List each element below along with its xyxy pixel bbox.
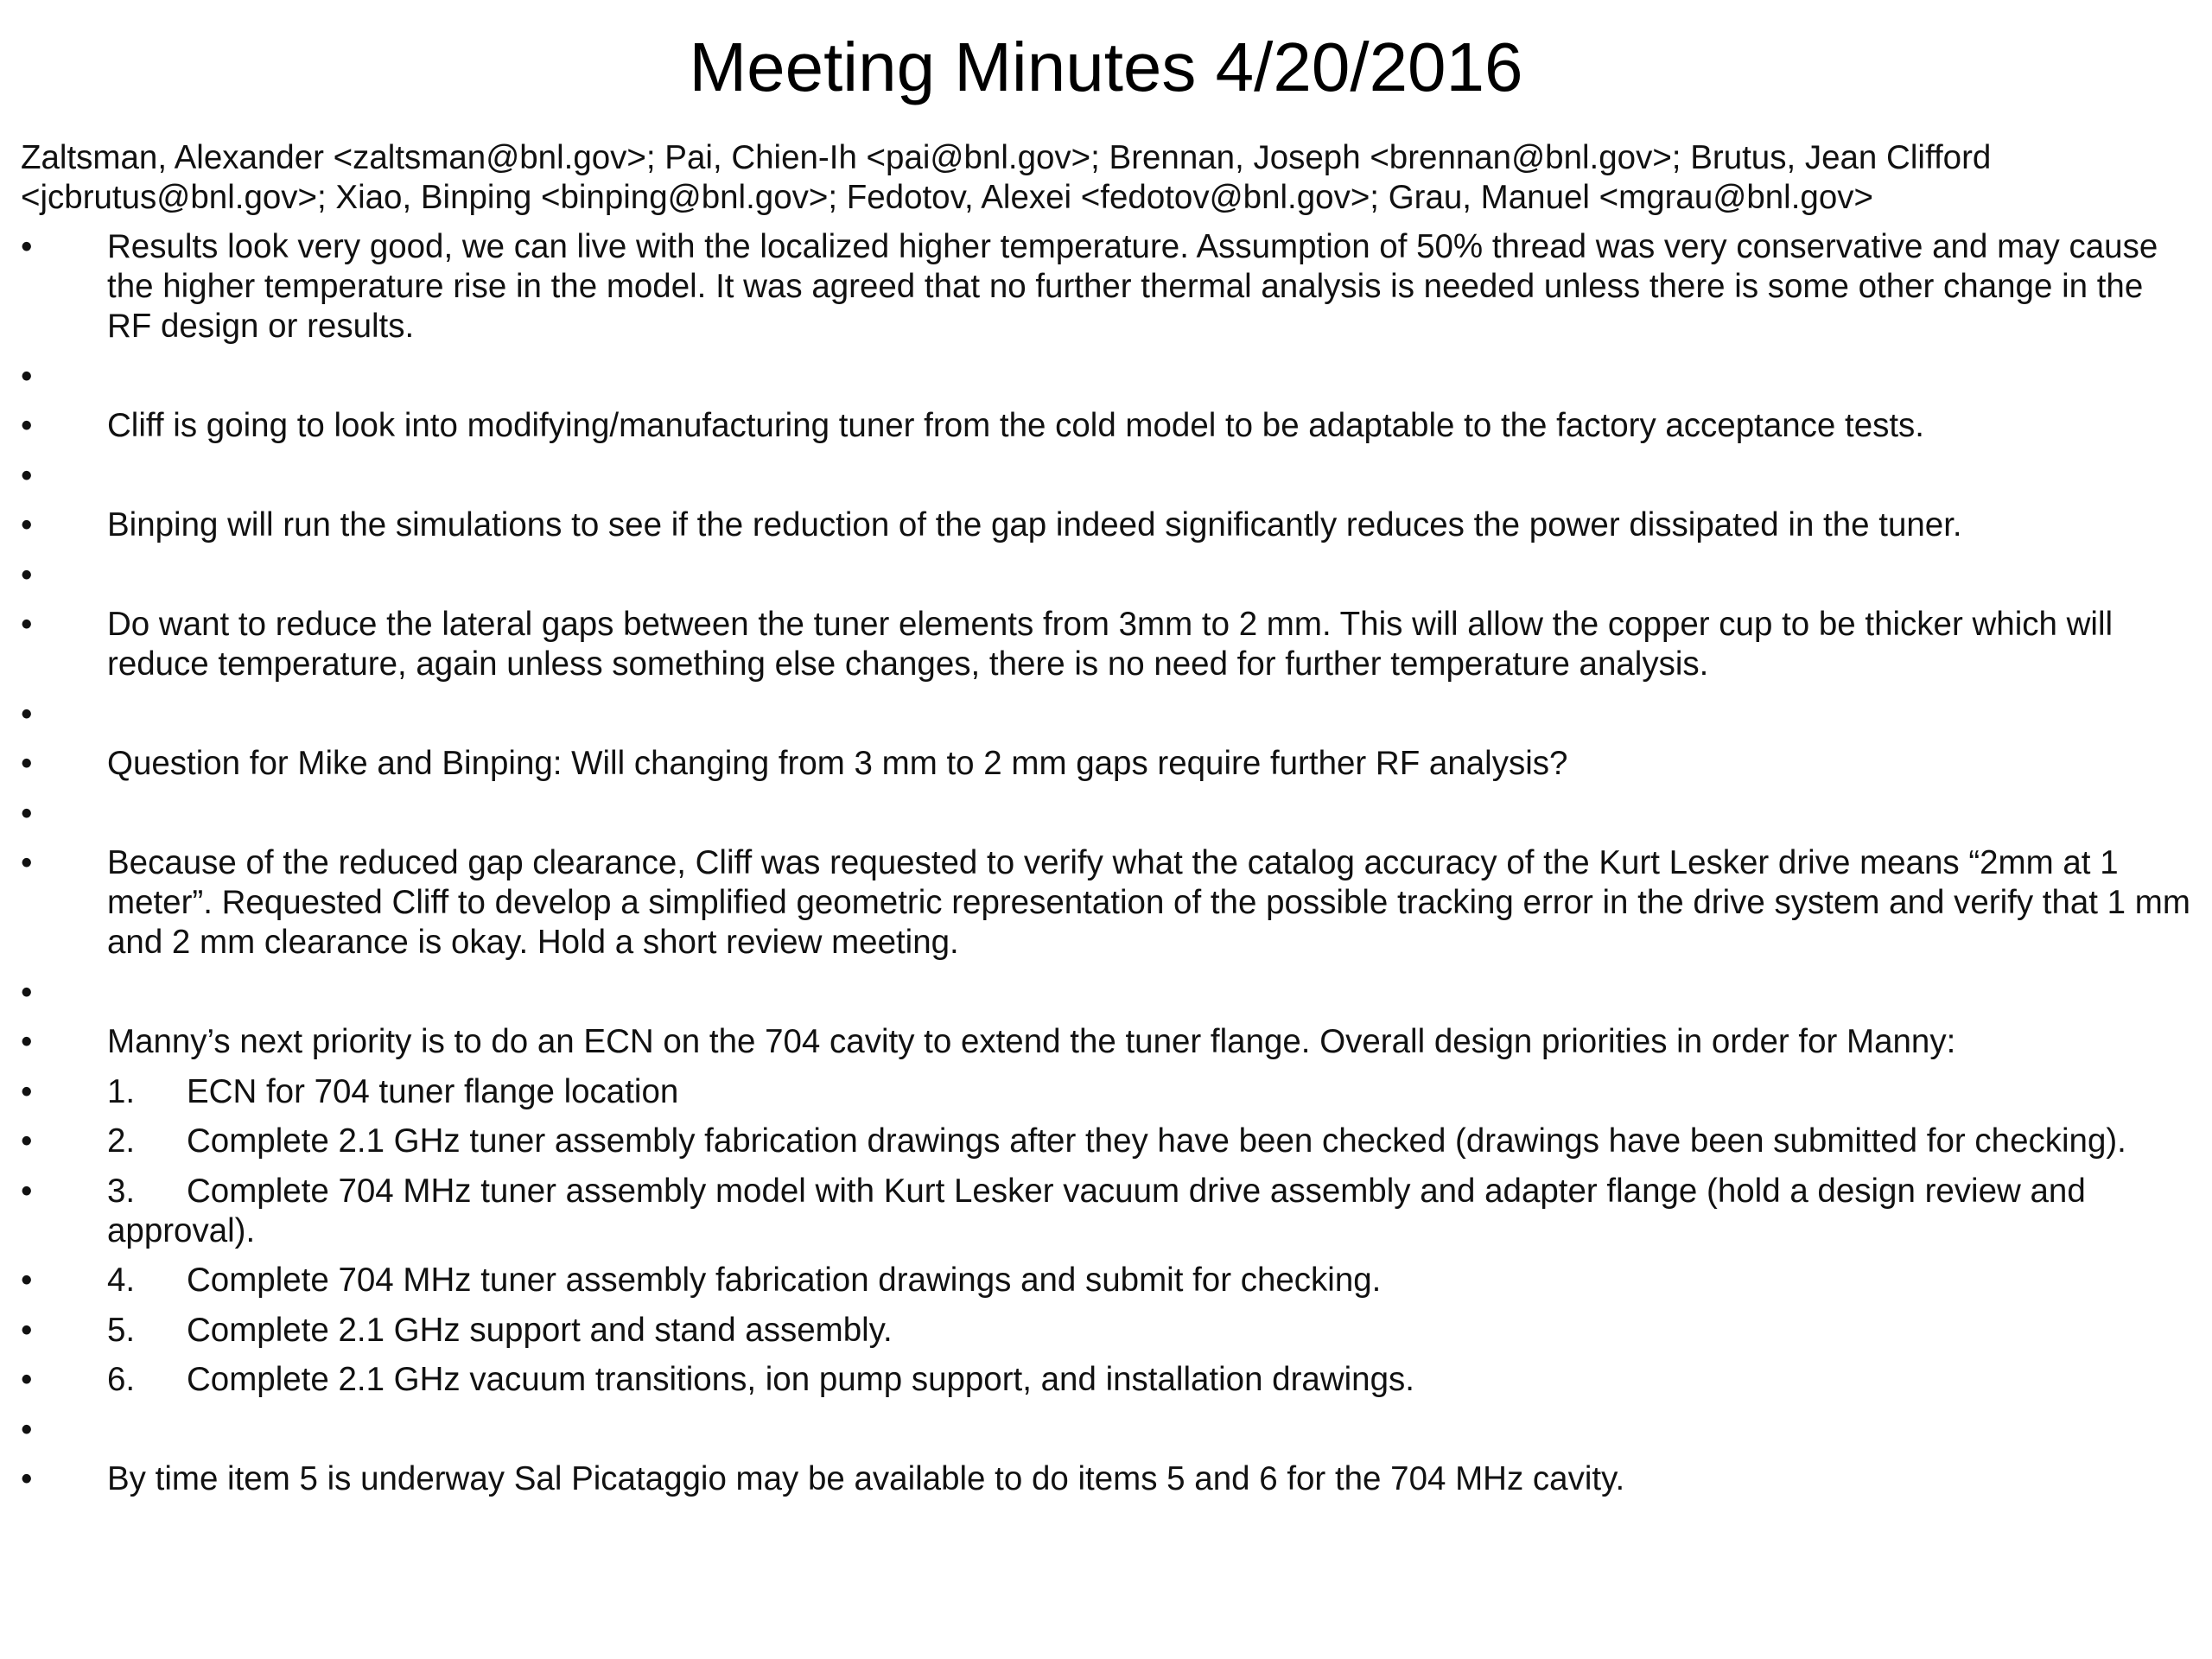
list-item [21,843,2191,963]
bullet-icon: • [21,1072,33,1110]
list-item [21,357,2191,397]
list-item-body [107,505,2191,545]
bullet-icon: • [21,407,33,444]
list-item [21,1022,2191,1062]
list-item-body [107,843,2191,963]
list-item-number: 5. [107,1311,136,1349]
list-item-body [107,1261,2191,1300]
list-item [21,744,2191,784]
list-item-text: Cliff is going to look into modifying/manufacturing tuner from the cold model to be adaptable to the factory acceptance tests. [107,407,1925,444]
numbered-list-item [21,1072,2191,1112]
list-item-text: Manny’s next priority is to do an ECN on the 704 cavity to extend the tuner flange. Overall design priorities in order for Manny: [107,1023,1956,1060]
bullet-icon: • [21,1122,33,1160]
bullet-icon: • [21,844,33,881]
bullet-icon: • [21,695,33,733]
list-item [21,505,2191,545]
list-item-number: 3. [107,1172,136,1210]
list-item-text: By time item 5 is underway Sal Picataggio may be available to do items 5 and 6 for the 704 MHz cavity. [107,1460,1625,1497]
bullet-icon: • [21,794,33,832]
bullet-icon: • [21,1361,33,1398]
bullet-icon: • [21,556,33,594]
bullet-icon: • [21,506,33,543]
list-item-body [107,1022,2191,1062]
list-item-body [107,1072,2191,1112]
list-item-text: Complete 704 MHz tuner assembly fabrication drawings and submit for checking. [187,1262,1382,1299]
list-item [21,456,2191,496]
numbered-list-item [21,1122,2191,1161]
list-item [21,1410,2191,1450]
list-item-text: Complete 2.1 GHz tuner assembly fabrication drawings after they have been checked (drawings have been submitted for checking). [187,1122,2126,1160]
list-item [21,227,2191,346]
list-item-body [107,227,2191,346]
bullet-icon: • [21,1311,33,1349]
list-item-text: Complete 2.1 GHz support and stand assembly. [187,1311,893,1349]
list-item-body [107,1459,2191,1499]
list-item-number: 6. [107,1361,136,1398]
list-item-text: Question for Mike and Binping: Will changing from 3 mm to 2 mm gaps require further RF analysis? [107,745,1568,782]
list-item [21,406,2191,446]
bullet-icon: • [21,606,33,643]
numbered-list-item [21,1360,2191,1400]
list-item-number: 2. [107,1122,136,1160]
page-title: Meeting Minutes 4/20/2016 [689,29,1523,105]
list-item-text: Complete 704 MHz tuner assembly model with Kurt Lesker vacuum drive assembly and adapter flange (hold a design review and approval). [107,1172,2086,1249]
list-item-text: Complete 2.1 GHz vacuum transitions, ion pump support, and installation drawings. [187,1361,1414,1398]
bullet-icon: • [21,745,33,782]
bullet-icon: • [21,456,33,494]
list-item [21,794,2191,834]
numbered-list-item [21,1172,2191,1251]
list-item [21,973,2191,1013]
bullet-icon: • [21,1023,33,1060]
list-item-body [107,406,2191,446]
bullet-icon: • [21,357,33,395]
bullet-icon: • [21,973,33,1011]
bullet-icon: • [21,1460,33,1497]
list-item-body [107,744,2191,784]
list-item-number: 1. [107,1072,136,1110]
bullet-icon: • [21,1262,33,1299]
numbered-list-item [21,1261,2191,1300]
minutes-bullet-list [21,227,2191,1510]
list-item-text: Because of the reduced gap clearance, Cliff was requested to verify what the catalog accuracy of the Kurt Lesker drive means “2mm at 1 meter”. Requested Cliff to develop a simplified geometric representation of the possible tracking error in the drive system and verify that 1 mm and 2 mm clearance is okay. Hold a short review meeting. [107,844,2190,961]
bullet-icon: • [21,228,33,265]
list-item [21,1459,2191,1499]
list-item-text: Do want to reduce the lateral gaps between the tuner elements from 3mm to 2 mm. This will allow the copper cup to be thicker which will reduce temperature, again unless something else changes, there is no need for further temperature analysis. [107,606,2113,683]
list-item-text: ECN for 704 tuner flange location [187,1072,679,1110]
numbered-list-item [21,1311,2191,1351]
list-item [21,556,2191,595]
list-item-body [107,605,2191,684]
attendee-list: Zaltsman, Alexander <zaltsman@bnl.gov>; Pai, Chien-Ih <pai@bnl.gov>; Brennan, Joseph <brennan@bnl.gov>; Brutus, Jean Clifford <jcbrutus@bnl.gov>; Xiao, Binping <binping@bnl.gov>; Fedotov, Alexei <fedotov@bnl.gov>; Grau, Manuel <mgrau@bnl.gov> [21,139,1992,216]
list-item-body [107,1311,2191,1351]
bullet-icon: • [21,1172,33,1210]
list-item-number: 4. [107,1262,136,1299]
list-item [21,695,2191,734]
list-item [21,605,2191,684]
list-item-body [107,1122,2191,1161]
bullet-icon: • [21,1410,33,1448]
list-item-text: Results look very good, we can live with the localized higher temperature. Assumption of 50% thread was very conservative and may cause the higher temperature rise in the model. It was agreed that no further thermal analysis is needed unless there is some other change in the RF design or results. [107,228,2158,345]
list-item-body [107,1172,2191,1251]
list-item-text: Binping will run the simulations to see if the reduction of the gap indeed significantly reduces the power dissipated in the tuner. [107,506,1962,543]
list-item-body [107,1360,2191,1400]
